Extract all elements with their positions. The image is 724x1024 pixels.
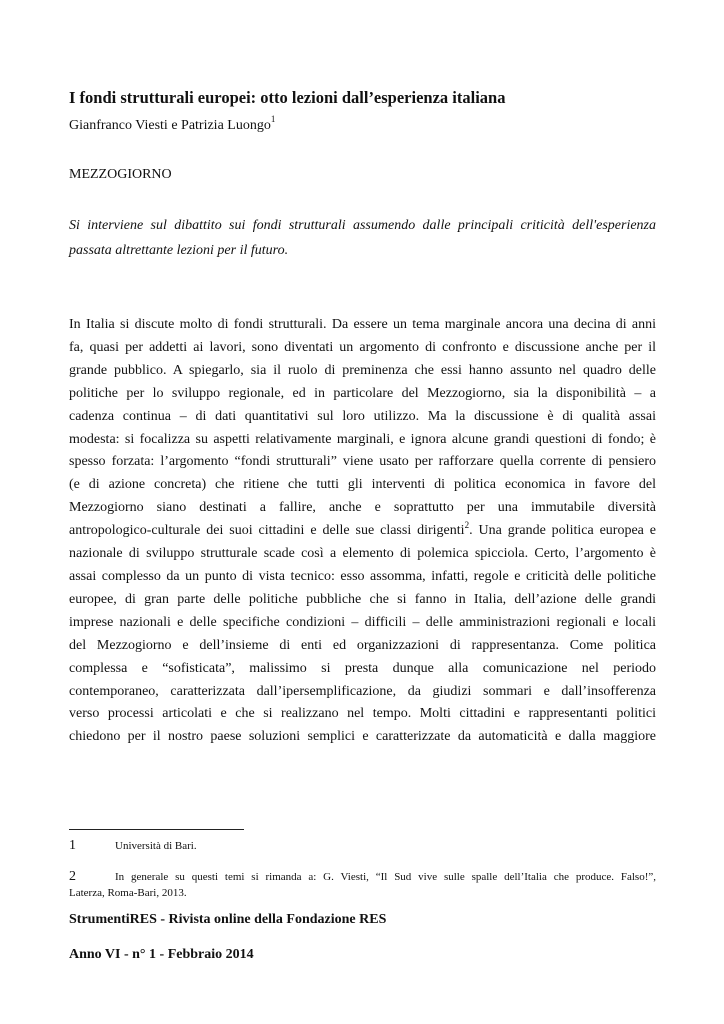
body-paragraph	[69, 314, 656, 749]
footnote-row	[69, 869, 656, 885]
footnote-ref-2: 2	[464, 519, 470, 530]
article-title: I fondi strutturali europei: otto lezioni dall’esperienza italiana	[69, 88, 506, 107]
journal-issue: Anno VI - n° 1 - Febbraio 2014	[69, 947, 254, 962]
body-line: Mezzogiorno siano destinati a fallire, anche e soprattutto per una immutabile diversità	[69, 500, 656, 516]
body-line-text: . Una grande politica europea e	[469, 523, 656, 539]
body-line: complessa e “sofisticata”, malissimo si presta dunque alla comunicazione nel periodo	[69, 660, 656, 676]
footnote-2	[69, 869, 656, 901]
footnote-divider	[69, 829, 244, 830]
journal-name: StrumentiRES - Rivista online della Fondazione RES	[69, 912, 387, 927]
footnote-number: 1	[69, 838, 76, 853]
footnote-1	[69, 838, 656, 854]
body-line: (e di azione concreta) che ritiene che tutti gli interventi di politica economica in favore del	[69, 477, 656, 493]
body-line: cadenza continua – di dati quantitativi sul loro utilizzo. Ma la discussione è di qualità assai	[69, 408, 656, 424]
footnote-text-continued: Laterza, Roma-Bari, 2013.	[69, 887, 187, 899]
footnote-text: In generale su questi temi si rimanda a: G. Viesti, “Il Sud vive sulle spalle dell’Italia che produce. Falso!”,	[115, 871, 656, 883]
body-line: europee, di gran parte delle politiche pubbliche che si fanno in Italia, dell’azione delle grandi	[69, 591, 656, 607]
body-line-text: antropologico-culturale dei suoi cittadini e delle sue classi dirigenti	[69, 523, 465, 539]
footnote-text: Università di Bari.	[115, 840, 197, 852]
footnote-ref-1: 1	[270, 114, 276, 125]
body-line: spesso forzata: l’argomento “fondi strutturali” viene usato per rafforzare quella corrente di pensiero	[69, 454, 656, 470]
body-line: grande pubblico. A spiegarlo, sia il ruolo di preminenza che essi hanno assunto nel quadro delle	[69, 362, 656, 378]
body-line: imprese nazionali e delle specifiche condizioni – difficili – delle amministrazioni regionali e locali	[69, 614, 656, 630]
article-abstract: Si interviene sul dibattito sui fondi strutturali assumendo dalle principali criticità dell'esperienza passata altrettante lezioni per il futuro.	[69, 218, 656, 258]
body-line: fa, quasi per addetti ai lavori, sono diventati un argomento di confronto e discussione anche per il	[69, 339, 656, 355]
body-line: modesta: si focalizza su aspetti relativamente marginali, e ignora alcune grandi questioni di fondo; è	[69, 431, 656, 447]
body-line: verso processi articolati e che si realizzano nel tempo. Molti cittadini e rappresentanti politici	[69, 706, 656, 722]
footnote-number: 2	[69, 869, 76, 884]
body-line: assai complesso da un punto di vista tecnico: esso assomma, infatti, regole e criticità delle politiche	[69, 568, 656, 584]
body-line: del Mezzogiorno e dell’insieme di enti ed organizzazioni di rappresentanza. Come politica	[69, 637, 656, 653]
body-line: contemporaneo, caratterizzata dall’ipersemplificazione, da giudizi sommari e dall’insofferenza	[69, 683, 656, 699]
section-label: MEZZOGIORNO	[69, 167, 172, 182]
article-authors	[69, 114, 276, 135]
body-line: chiedono per il nostro paese soluzioni semplici e caratterizzate da automaticità e dalla maggiore	[69, 729, 656, 745]
body-line-with-footnote	[69, 520, 656, 543]
body-line: nazionale di sviluppo strutturale scade così a elemento di polemica spicciola. Certo, l’argomento è	[69, 546, 656, 562]
body-line: politiche per lo sviluppo regionale, ed in particolare del Mezzogiorno, sia la disponibilità – a	[69, 385, 656, 401]
body-line: In Italia si discute molto di fondi strutturali. Da essere un tema marginale ancora una decina di anni	[69, 317, 656, 332]
authors-text: Gianfranco Viesti e Patrizia Luongo	[69, 118, 271, 133]
